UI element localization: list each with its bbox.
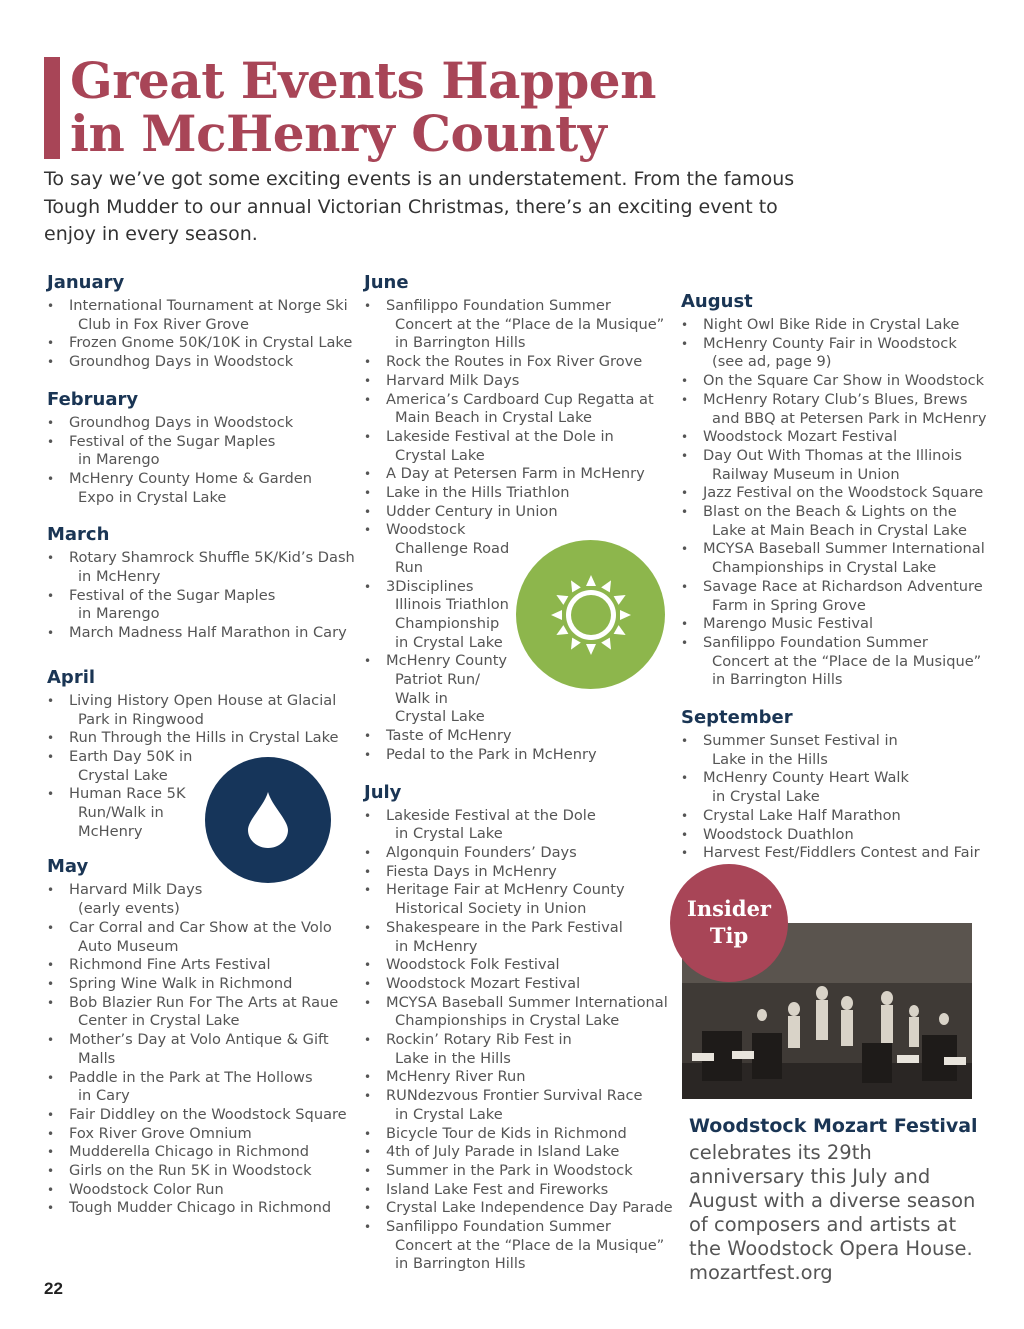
event-text: • Crystal Lake Half Marathon xyxy=(703,806,901,824)
event-text: • RUNdezvous Frontier Survival Race xyxy=(386,1087,643,1105)
event-text: • Day Out With Thomas at the Illinois xyxy=(703,446,963,464)
event-text: • Heritage Fair at McHenry County xyxy=(386,881,625,899)
event-text-continued: Lake in the Hills xyxy=(712,750,828,768)
month-heading: March xyxy=(47,524,110,546)
event-text-continued: Railway Museum in Union xyxy=(712,465,900,483)
tip-heading: Woodstock Mozart Festival xyxy=(689,1115,978,1137)
event-text: • Pedal to the Park in McHenry xyxy=(386,745,597,763)
event-item xyxy=(364,1031,674,1068)
event-item xyxy=(47,748,377,785)
event-text: • Harvest Fest/Fiddlers Contest and Fair xyxy=(703,844,980,862)
event-text: • Fair Diddley on the Woodstock Square xyxy=(69,1105,347,1123)
event-text: • Sanfilippo Foundation Summer xyxy=(703,633,928,651)
event-text: • America’s Cardboard Cup Regatta at xyxy=(386,390,654,408)
event-text: • Sanfilippo Foundation Summer xyxy=(386,1218,611,1236)
event-text-continued: Park in Ringwood xyxy=(78,710,204,728)
event-item xyxy=(47,1125,377,1144)
sun-icon xyxy=(549,573,633,657)
event-item xyxy=(364,1087,674,1124)
event-text-continued: and BBQ at Petersen Park in McHenry xyxy=(712,409,987,427)
event-text: • A Day at Petersen Farm in McHenry xyxy=(386,465,645,483)
event-item xyxy=(47,1069,377,1106)
event-text: • Harvard Milk Days xyxy=(69,881,203,899)
event-text: • Island Lake Fest and Fireworks xyxy=(386,1180,609,1198)
insider-tip-line-2: Tip xyxy=(709,923,749,948)
event-text: • Sanfilippo Foundation Summer xyxy=(386,297,611,314)
event-text: • Woodstock Color Run xyxy=(69,1180,224,1198)
event-item xyxy=(364,1068,674,1087)
title-line-2: in McHenry County xyxy=(70,104,607,163)
sun-badge xyxy=(516,540,665,689)
event-item xyxy=(47,587,377,624)
event-list xyxy=(47,414,377,508)
event-list xyxy=(47,549,377,643)
month-may xyxy=(47,856,377,1218)
event-item xyxy=(681,428,1001,447)
event-text: • Shakespeare in the Park Festival xyxy=(386,918,623,936)
event-text: • Run Through the Hills in Crystal Lake xyxy=(69,729,339,747)
column-middle xyxy=(364,272,674,1274)
event-text: • International Tournament at Norge Ski xyxy=(69,297,348,314)
event-text-continued: Concert at the “Place de la Musique” xyxy=(712,652,982,670)
event-text: • Groundhog Days in Woodstock xyxy=(69,353,294,371)
month-march xyxy=(47,524,377,643)
event-text: • Udder Century in Union xyxy=(386,502,558,520)
event-item xyxy=(47,1199,377,1218)
insider-tip-badge xyxy=(670,864,788,982)
event-text-continued: Crystal Lake xyxy=(395,446,485,464)
event-text: • Rock the Routes in Fox River Grove xyxy=(386,353,643,371)
month-july xyxy=(364,782,674,1275)
event-text-continued: in Crystal Lake xyxy=(395,633,503,651)
month-heading: August xyxy=(681,291,753,312)
event-text: • McHenry County Heart Walk xyxy=(703,769,909,787)
event-text: • Living History Open House at Glacial xyxy=(69,691,337,709)
event-text-continued: Main Beach in Crystal Lake xyxy=(395,409,593,427)
event-text: • Lakeside Festival at the Dole in xyxy=(386,427,614,445)
event-item xyxy=(47,975,377,994)
event-item xyxy=(681,615,1001,634)
event-item xyxy=(47,297,377,334)
event-text-continued: in Crystal Lake xyxy=(712,788,820,806)
event-item xyxy=(47,624,377,643)
event-text: • Woodstock Folk Festival xyxy=(386,956,560,974)
event-item xyxy=(364,746,674,765)
event-item xyxy=(364,503,674,522)
event-text: • Rotary Shamrock Shuffle 5K/Kid’s Dash xyxy=(69,549,355,567)
event-text: • Festival of the Sugar Maples xyxy=(69,586,276,604)
event-item xyxy=(681,316,1001,335)
event-text-continued: in Barrington Hills xyxy=(395,334,526,352)
event-text: • Taste of McHenry xyxy=(386,727,512,745)
event-text-continued: Illinois Triathlon xyxy=(395,596,509,614)
event-text: • Blast on the Beach & Lights on the xyxy=(703,503,957,521)
event-text-continued: Run xyxy=(395,558,423,576)
event-item xyxy=(681,540,1001,577)
event-item xyxy=(681,826,1001,845)
event-text: • McHenry River Run xyxy=(386,1068,526,1086)
event-item xyxy=(47,692,377,729)
event-text: • Woodstock Mozart Festival xyxy=(386,974,581,992)
event-text: • Richmond Fine Arts Festival xyxy=(69,956,271,974)
event-item xyxy=(364,372,674,391)
event-text-continued: in Barrington Hills xyxy=(395,1255,526,1273)
month-heading: June xyxy=(364,272,409,293)
event-list xyxy=(681,316,1001,690)
month-june xyxy=(364,272,674,765)
event-text: • Girls on the Run 5K in Woodstock xyxy=(69,1162,312,1180)
event-text: • Savage Race at Richardson Adventure xyxy=(703,577,983,595)
event-text: • Harvard Milk Days xyxy=(386,371,520,389)
event-text-continued: in Crystal Lake xyxy=(395,1105,503,1123)
event-item xyxy=(681,578,1001,615)
water-badge xyxy=(205,757,331,883)
event-text-continued: (see ad, page 9) xyxy=(712,353,832,371)
title-line-1: Great Events Happen xyxy=(70,51,656,110)
event-item xyxy=(364,1199,674,1218)
event-item xyxy=(681,484,1001,503)
event-item xyxy=(364,881,674,918)
event-text: • MCYSA Baseball Summer International xyxy=(703,540,985,558)
column-right xyxy=(681,291,1001,863)
event-text: • Woodstock xyxy=(386,521,466,539)
event-text-continued: McHenry xyxy=(78,822,143,840)
event-item xyxy=(681,732,1001,769)
event-text-continued: Auto Museum xyxy=(78,937,179,955)
event-text-continued: (early events) xyxy=(78,900,180,918)
event-text-continued: Championships in Crystal Lake xyxy=(712,559,937,577)
event-text-continued: Center in Crystal Lake xyxy=(78,1012,240,1030)
event-item xyxy=(364,465,674,484)
event-text-continued: Crystal Lake xyxy=(395,708,485,726)
event-text: • Fiesta Days in McHenry xyxy=(386,862,557,880)
month-august xyxy=(681,291,1001,690)
event-item xyxy=(364,1143,674,1162)
event-item xyxy=(47,414,377,433)
event-item xyxy=(681,391,1001,428)
event-text-continued: Expo in Crystal Lake xyxy=(78,488,227,506)
event-list xyxy=(47,297,377,372)
event-text-continued: in Cary xyxy=(78,1087,130,1105)
event-item xyxy=(364,807,674,844)
event-item xyxy=(681,372,1001,391)
event-item xyxy=(364,994,674,1031)
event-text-continued: in Marengo xyxy=(78,605,160,623)
event-text: • Crystal Lake Independence Day Parade xyxy=(386,1199,673,1217)
event-text: • Mudderella Chicago in Richmond xyxy=(69,1143,310,1161)
event-text: • McHenry County Home & Garden xyxy=(69,469,312,487)
event-text: • On the Square Car Show in Woodstock xyxy=(703,372,985,390)
event-text-continued: Concert at the “Place de la Musique” xyxy=(395,1236,665,1254)
event-text: • Marengo Music Festival xyxy=(703,615,874,633)
event-item xyxy=(47,353,377,372)
month-heading: July xyxy=(364,781,402,803)
event-item xyxy=(47,433,377,470)
event-item xyxy=(681,447,1001,484)
event-text: • Rockin’ Rotary Rib Fest in xyxy=(386,1031,572,1049)
event-text-continued: Crystal Lake xyxy=(78,766,168,784)
event-item xyxy=(364,727,674,746)
event-text: • March Madness Half Marathon in Cary xyxy=(69,624,347,642)
event-item xyxy=(364,975,674,994)
event-text-continued: in Barrington Hills xyxy=(712,671,843,689)
event-text: • 3Disciplines xyxy=(386,577,474,595)
event-text-continued: Lake at Main Beach in Crystal Lake xyxy=(712,521,967,539)
event-text: • Lakeside Festival at the Dole xyxy=(386,806,596,824)
event-text: • Festival of the Sugar Maples xyxy=(69,432,276,450)
event-item xyxy=(47,549,377,586)
month-heading: February xyxy=(47,388,139,410)
event-text-continued: in Crystal Lake xyxy=(395,825,503,843)
event-item xyxy=(364,428,674,465)
event-text: • Human Race 5K xyxy=(69,785,186,803)
event-item xyxy=(364,919,674,956)
event-text-continued: in McHenry xyxy=(78,568,161,586)
month-september xyxy=(681,707,1001,863)
event-text: • Lake in the Hills Triathlon xyxy=(386,484,570,502)
event-list xyxy=(364,807,674,1275)
event-item xyxy=(47,1106,377,1125)
event-text: • Groundhog Days in Woodstock xyxy=(69,413,294,431)
event-item xyxy=(47,919,377,956)
event-item xyxy=(364,353,674,372)
event-item xyxy=(681,634,1001,690)
page-number: 22 xyxy=(44,1279,63,1298)
event-item xyxy=(364,1181,674,1200)
event-text: • Bicycle Tour de Kids in Richmond xyxy=(386,1124,627,1142)
event-item xyxy=(364,391,674,428)
event-text: • Spring Wine Walk in Richmond xyxy=(69,974,293,992)
tip-text: celebrates its 29th anniversary this July and August with a diverse season of composers and artists at the Woodstock Opera House. mozartfest.org xyxy=(689,1141,976,1284)
event-list xyxy=(47,881,377,1218)
event-item xyxy=(47,1162,377,1181)
event-text: • McHenry Rotary Club’s Blues, Brews xyxy=(703,390,968,408)
event-item xyxy=(364,844,674,863)
event-item xyxy=(47,956,377,975)
event-item xyxy=(47,1031,377,1068)
event-text-continued: in Marengo xyxy=(78,451,160,469)
event-text: • Fox River Grove Omnium xyxy=(69,1124,252,1142)
event-text-continued: Challenge Road xyxy=(395,540,510,558)
event-text-continued: Farm in Spring Grove xyxy=(712,596,866,614)
event-text: • Tough Mudder Chicago in Richmond xyxy=(69,1199,332,1217)
event-item xyxy=(681,769,1001,806)
event-text: • 4th of July Parade in Island Lake xyxy=(386,1143,620,1161)
event-item xyxy=(681,807,1001,826)
event-item xyxy=(364,484,674,503)
event-text: • Frozen Gnome 50K/10K in Crystal Lake xyxy=(69,334,353,352)
event-text: • Earth Day 50K in xyxy=(69,747,193,765)
event-text: • Jazz Festival on the Woodstock Square xyxy=(703,484,984,502)
event-item xyxy=(364,1162,674,1181)
month-heading: April xyxy=(47,666,96,688)
event-item xyxy=(364,1125,674,1144)
event-item xyxy=(47,1181,377,1200)
event-text: • Car Corral and Car Show at the Volo xyxy=(69,918,332,936)
event-text: • MCYSA Baseball Summer International xyxy=(386,993,668,1011)
month-february xyxy=(47,389,377,508)
event-item xyxy=(47,334,377,353)
event-text-continued: Concert at the “Place de la Musique” xyxy=(395,315,665,333)
month-heading: January xyxy=(47,272,125,293)
event-item xyxy=(47,729,377,748)
event-item xyxy=(364,863,674,882)
event-text-continued: Lake in the Hills xyxy=(395,1049,511,1067)
month-january xyxy=(47,272,377,372)
event-text: • McHenry County Fair in Woodstock xyxy=(703,334,957,352)
event-text-continued: Historical Society in Union xyxy=(395,900,587,918)
event-text-continued: Run/Walk in xyxy=(78,804,164,822)
month-heading: September xyxy=(681,707,793,729)
event-text-continued: Championships in Crystal Lake xyxy=(395,1012,620,1030)
event-item xyxy=(47,1143,377,1162)
event-item xyxy=(47,470,377,507)
event-item xyxy=(681,844,1001,863)
event-text-continued: Patriot Run/ xyxy=(395,671,481,689)
event-text: • Paddle in the Park at The Hollows xyxy=(69,1068,313,1086)
insider-tip-line-1: Insider xyxy=(687,896,771,921)
event-list xyxy=(681,732,1001,863)
event-text: • Bob Blazier Run For The Arts at Raue xyxy=(69,993,339,1011)
water-drop-icon xyxy=(248,792,288,848)
event-item xyxy=(47,994,377,1031)
event-text: • McHenry County xyxy=(386,652,508,670)
event-item xyxy=(364,1218,674,1274)
event-text-continued: Walk in xyxy=(395,689,448,707)
event-text: • Algonquin Founders’ Days xyxy=(386,843,577,861)
event-text-continued: Club in Fox River Grove xyxy=(78,315,249,333)
event-text-continued: Malls xyxy=(78,1049,116,1067)
event-item xyxy=(364,297,674,353)
event-text: • Woodstock Mozart Festival xyxy=(703,428,898,446)
event-text-continued: Championship xyxy=(395,614,500,632)
event-text: • Night Owl Bike Ride in Crystal Lake xyxy=(703,316,960,333)
event-text: • Summer in the Park in Woodstock xyxy=(386,1161,633,1179)
event-text: • Mother’s Day at Volo Antique & Gift xyxy=(69,1031,329,1049)
event-item xyxy=(681,503,1001,540)
event-item xyxy=(364,956,674,975)
event-item xyxy=(681,335,1001,372)
event-list xyxy=(364,297,674,765)
event-text: • Woodstock Duathlon xyxy=(703,825,854,843)
intro-paragraph: To say we’ve got some exciting events is an understatement. From the famous Tough Mudder to our annual Victorian Christmas, there’s an exciting event to enjoy in every season. xyxy=(44,168,795,245)
month-heading: May xyxy=(47,856,89,878)
event-item xyxy=(47,881,377,918)
page-title xyxy=(70,51,656,163)
title-accent-bar xyxy=(44,57,60,159)
event-text: • Summer Sunset Festival in xyxy=(703,732,898,750)
event-text-continued: in McHenry xyxy=(395,937,478,955)
column-left xyxy=(47,272,377,1218)
